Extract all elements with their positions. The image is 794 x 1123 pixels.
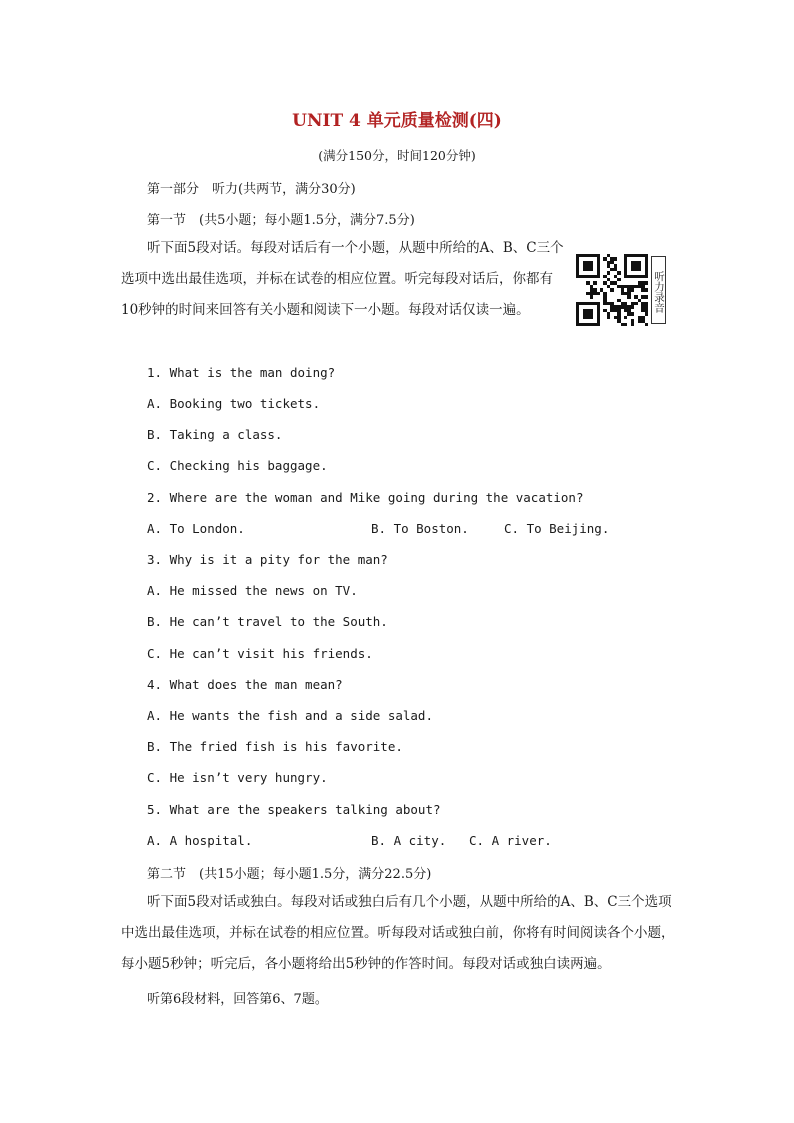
question-2-stem: 2. Where are the woman and Mike going during the vacation? <box>147 490 584 505</box>
part1-heading: 第一部分 听力(共两节，满分30分) <box>147 182 356 197</box>
page-subtitle: (满分150分，时间120分钟) <box>318 148 476 163</box>
question-5-option-b: B. A city. <box>371 833 447 848</box>
question-5-stem: 5. What are the speakers talking about? <box>147 802 441 817</box>
qr-code-icon <box>576 254 648 326</box>
question-4-option-b: B. The fried fish is his favorite. <box>147 739 403 754</box>
question-2-option-b: B. To Boston. <box>371 521 469 536</box>
question-3-stem: 3. Why is it a pity for the man? <box>147 552 388 567</box>
question-1-stem: 1. What is the man doing? <box>147 365 336 380</box>
question-2-option-c: C. To Beijing. <box>504 521 610 536</box>
section1-heading: 第一节 (共5小题；每小题1.5分，满分7.5分) <box>147 213 415 228</box>
question-1-option-b: B. Taking a class. <box>147 427 283 442</box>
section2-heading: 第二节 (共15小题；每小题1.5分，满分22.5分) <box>147 867 432 882</box>
question-3-option-c: C. He can’t visit his friends. <box>147 646 373 661</box>
question-1-option-a: A. Booking two tickets. <box>147 396 321 411</box>
question-5-option-a: A. A hospital. <box>147 833 253 848</box>
question-2-option-a: A. To London. <box>147 521 245 536</box>
question-5-option-c: C. A river. <box>469 833 552 848</box>
section1-instructions: 听下面5段对话。每段对话后有一个小题，从题中所给的A、B、C三个选项中选出最佳选项，并标在试卷的相应位置。听完每段对话后，你都有10秒钟的时间来回答有关小题和阅读下一小题。每段对话仅读一遍。 <box>121 240 564 318</box>
question-4-option-a: A. He wants the fish and a side salad. <box>147 708 433 723</box>
section2-material: 听第6段材料，回答第6、7题。 <box>147 992 328 1007</box>
question-3-option-a: A. He missed the news on TV. <box>147 583 358 598</box>
qr-label: 听力录音 <box>651 256 666 324</box>
question-3-option-b: B. He can’t travel to the South. <box>147 614 388 629</box>
section2-instructions: 听下面5段对话或独白。每段对话或独白后有几个小题，从题中所给的A、B、C三个选项中选出最佳选项，并标在试卷的相应位置。听每段对话或独白前，你将有时间阅读各个小题，每小题5秒钟；听完后，各小题将给出5秒钟的作答时间。每段对话或独白读两遍。 <box>121 894 675 972</box>
question-4-stem: 4. What does the man mean? <box>147 677 343 692</box>
page-title: UNIT 4 单元质量检测(四) <box>292 111 502 131</box>
question-1-option-c: C. Checking his baggage. <box>147 458 328 473</box>
question-4-option-c: C. He isn’t very hungry. <box>147 770 328 785</box>
